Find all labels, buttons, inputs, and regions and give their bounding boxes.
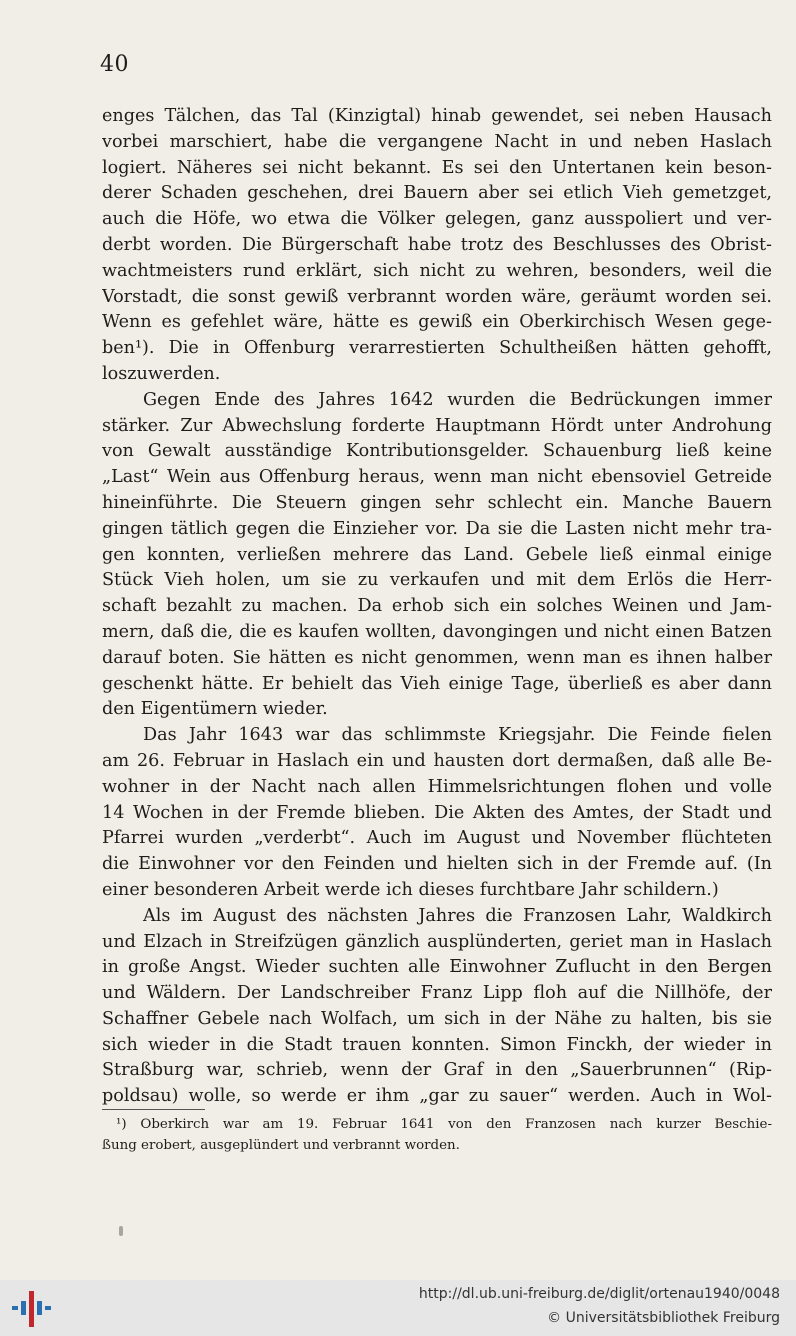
text-line: mern, daß die, die es kaufen wollten, davongingen und nicht einen Batzen [102, 621, 772, 642]
text-line: sich wieder in die Stadt trauen konnten. Simon Finckh, der wieder in [102, 1034, 772, 1055]
text-line: auch die Höfe, wo etwa die Völker gelegen, ganz ausspoliert und ver- [102, 209, 772, 230]
text-line: Als im August des nächsten Jahres die Franzosen Lahr, Waldkirch [143, 905, 772, 926]
text-line: in große Angst. Wieder suchten alle Einwohner Zuflucht in den Bergen [102, 957, 772, 978]
footer-bar [0, 1280, 796, 1336]
text-line: Stück Vieh holen, um sie zu verkaufen und mit dem Erlös die Herr- [102, 570, 772, 591]
ink-speck [119, 1226, 123, 1236]
footnote-divider [102, 1109, 205, 1110]
text-line: Vorstadt, die sonst gewiß verbrannt worden wäre, geräumt worden sei. [102, 286, 772, 307]
text-line: geschenkt hätte. Er behielt das Vieh einige Tage, überließ es aber dann [102, 673, 772, 694]
text-line: Gegen Ende des Jahres 1642 wurden die Bedrückungen immer [143, 389, 772, 410]
text-line: „Last“ Wein aus Offenburg heraus, wenn man nicht ebensoviel Getreide [102, 467, 772, 488]
text-line: darauf boten. Sie hätten es nicht genommen, wenn man es ihnen halber [102, 647, 772, 668]
text-line: Straßburg war, schrieb, wenn der Graf in den „Sauerbrunnen“ (Rip- [102, 1060, 772, 1081]
text-line: wohner in der Nacht nach allen Himmelsrichtungen flohen und volle [102, 776, 772, 797]
text-line: einer besonderen Arbeit werde ich dieses furchtbare Jahr schildern.) [102, 879, 719, 900]
text-line: schaft bezahlt zu machen. Da erhob sich ein solches Weinen und Jam- [102, 596, 772, 617]
text-line: stärker. Zur Abwechslung forderte Hauptmann Hördt unter Androhung [102, 415, 772, 436]
text-line: vorbei marschiert, habe die vergangene Nacht in und neben Haslach [102, 131, 772, 152]
text-line: derer Schaden geschehen, drei Bauern aber sei etlich Vieh gemetzget, [102, 183, 772, 204]
text-line: den Eigentümern wieder. [102, 699, 328, 720]
copyright-notice: © Universitätsbibliothek Freiburg [547, 1310, 780, 1326]
text-line: und Wäldern. Der Landschreiber Franz Lipp floh auf die Nillhöfe, der [102, 983, 772, 1004]
text-line: loszuwerden. [102, 363, 221, 384]
text-line: am 26. Februar in Haslach ein und hausten dort dermaßen, daß alle Be- [102, 750, 772, 771]
text-line: Wenn es gefehlet wäre, hätte es gewiß ein Oberkirchisch Wesen gege- [102, 312, 772, 333]
text-line: Pfarrei wurden „verderbt“. Auch im August und November flüchteten [102, 828, 772, 849]
text-line: Schaffner Gebele nach Wolfach, um sich in der Nähe zu halten, bis sie [102, 1008, 772, 1029]
text-line: von Gewalt ausständige Kontributionsgelder. Schauenburg ließ keine [102, 441, 772, 462]
text-line: poldsau) wolle, so werde er ihm „gar zu sauer“ werden. Auch in Wol- [102, 1086, 772, 1107]
page-number: 40 [100, 52, 129, 77]
text-line: enges Tälchen, das Tal (Kinzigtal) hinab gewendet, sei neben Hausach [102, 106, 772, 126]
body-text [102, 104, 772, 1110]
text-line: ben¹). Die in Offenburg verarrestierten Schultheißen hätten gehofft, [102, 338, 772, 359]
text-line: die Einwohner vor den Feinden und hielten sich in der Fremde auf. (In [102, 854, 772, 875]
text-line: Das Jahr 1643 war das schlimmste Kriegsjahr. Die Feinde fielen [143, 725, 772, 746]
text-line: gingen tätlich gegen die Einzieher vor. Da sie die Lasten nicht mehr tra- [102, 518, 772, 539]
footnote-line: ßung erobert, ausgeplündert und verbrannt worden. [102, 1138, 460, 1153]
footnote-line: ¹) Oberkirch war am 19. Februar 1641 von den Franzosen nach kurzer Beschie- [116, 1117, 772, 1132]
text-line: hineinführte. Die Steuern gingen sehr schlecht ein. Manche Bauern [102, 492, 772, 513]
text-line: 14 Wochen in der Fremde blieben. Die Akten des Amtes, der Stadt und [102, 802, 772, 823]
text-line: derbt worden. Die Bürgerschaft habe trotz des Beschlusses des Obrist- [102, 234, 772, 255]
source-url[interactable]: http://dl.ub.uni-freiburg.de/diglit/ortenau1940/0048 [418, 1286, 780, 1302]
footnote [102, 1114, 772, 1156]
ub-freiburg-logo-icon [12, 1289, 52, 1329]
text-line: gen konnten, verließen mehrere das Land. Gebele ließ einmal einige [102, 544, 772, 565]
text-line: und Elzach in Streifzügen gänzlich ausplünderten, geriet man in Haslach [102, 931, 772, 952]
text-line: wachtmeisters rund erklärt, sich nicht zu wehren, besonders, weil die [102, 260, 772, 281]
text-line: logiert. Näheres sei nicht bekannt. Es sei den Untertanen kein beson- [102, 157, 772, 178]
